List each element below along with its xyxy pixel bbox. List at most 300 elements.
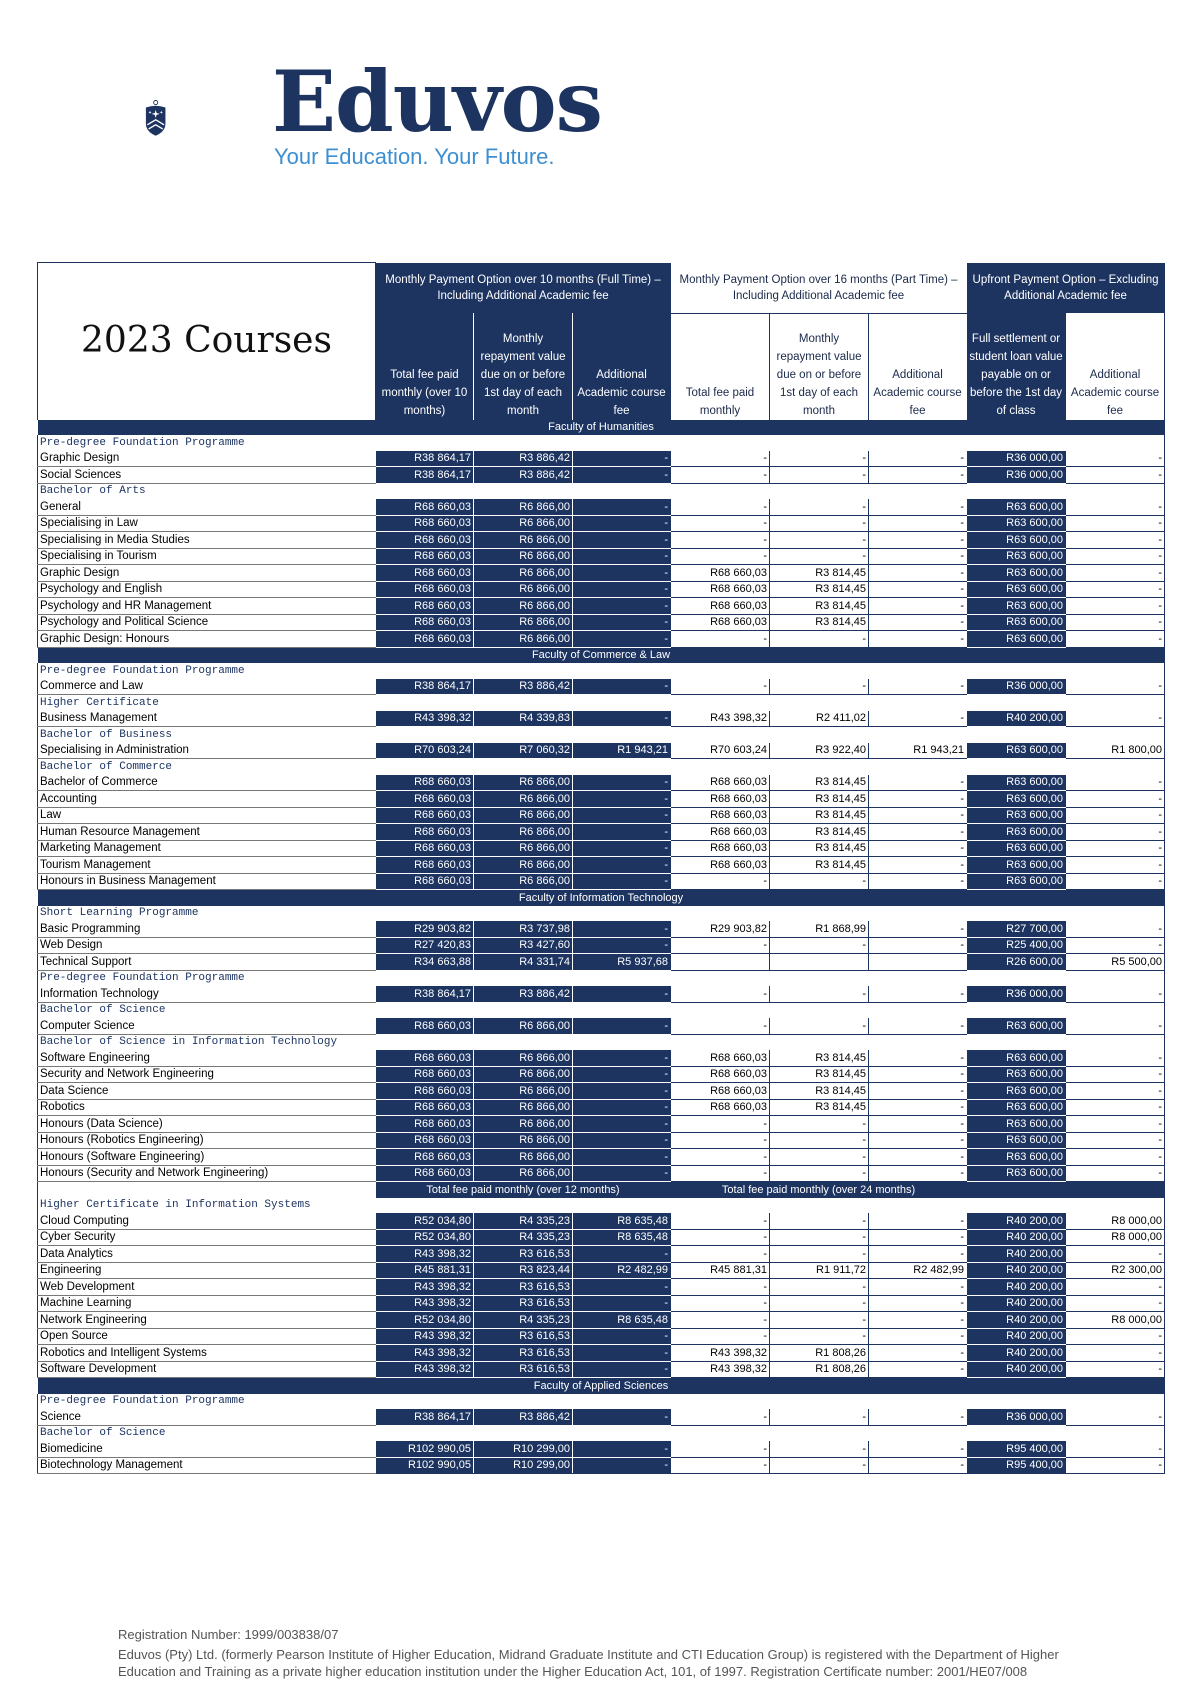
table-row — [38, 743, 1165, 759]
fee-cell: R5 937,68 — [573, 954, 671, 971]
fee-cell: - — [1066, 1246, 1165, 1263]
header-group-16-months: Monthly Payment Option over 16 months (Part Time) – Including Additional Academic fee — [671, 263, 967, 314]
fee-cell: R6 866,00 — [474, 532, 573, 549]
fee-cell: R8 635,48 — [573, 1213, 671, 1229]
fee-cell: - — [1066, 1165, 1165, 1182]
fee-cell: - — [1066, 679, 1165, 695]
fee-cell: R68 660,03 — [376, 1165, 474, 1182]
fee-cell: - — [573, 1165, 671, 1182]
fee-cell: R8 000,00 — [1066, 1213, 1165, 1229]
course-name: Data Analytics — [38, 1246, 376, 1263]
fee-cell: - — [671, 1246, 770, 1263]
fee-cell: - — [1066, 565, 1165, 582]
fee-cell: R4 331,74 — [474, 954, 573, 971]
fee-cell: R63 600,00 — [967, 1132, 1066, 1149]
fee-cell: - — [573, 840, 671, 857]
section-label: Bachelor of Science — [38, 1002, 1165, 1018]
fee-cell: - — [869, 679, 967, 695]
fee-cell: R63 600,00 — [967, 743, 1066, 759]
fee-cell: R63 600,00 — [967, 515, 1066, 532]
fee-cell: R6 866,00 — [474, 515, 573, 532]
fee-cell: - — [573, 1132, 671, 1149]
fee-cell: R43 398,32 — [376, 1279, 474, 1296]
fee-cell: R3 616,53 — [474, 1361, 573, 1378]
fee-cell: R6 866,00 — [474, 548, 573, 565]
fee-cell: - — [770, 451, 869, 467]
fee-cell: - — [770, 1213, 869, 1229]
section-label: Bachelor of Science — [38, 1425, 1165, 1441]
fee-cell: R6 866,00 — [474, 1050, 573, 1066]
fee-cell: - — [573, 824, 671, 841]
fee-rows — [38, 420, 1165, 1474]
section-header — [38, 663, 1165, 679]
fee-cell: - — [1066, 451, 1165, 467]
course-name: Open Source — [38, 1328, 376, 1345]
table-row — [38, 631, 1165, 648]
fee-cell: - — [770, 1409, 869, 1425]
fee-cell: R43 398,32 — [376, 711, 474, 727]
fee-cell: R3 814,45 — [770, 840, 869, 857]
fee-cell: R6 866,00 — [474, 873, 573, 890]
fee-cell: - — [770, 1018, 869, 1034]
fee-cell: R3 616,53 — [474, 1345, 573, 1362]
fee-cell: - — [671, 1213, 770, 1229]
fee-cell: - — [770, 1312, 869, 1329]
header-additional-upfront: Additional Academic course fee — [1066, 313, 1165, 420]
fee-cell: - — [869, 631, 967, 648]
fee-cell: R1 943,21 — [573, 743, 671, 759]
fee-cell: R45 881,31 — [671, 1262, 770, 1279]
header-monthly-10: Monthly repayment value due on or before 1st day of each month — [474, 313, 573, 420]
fee-cell: - — [573, 1328, 671, 1345]
fee-cell: - — [770, 1246, 869, 1263]
fee-cell: - — [869, 1246, 967, 1263]
course-name: Web Development — [38, 1279, 376, 1296]
fee-cell: - — [869, 1409, 967, 1425]
table-row — [38, 499, 1165, 515]
table-row — [38, 1295, 1165, 1312]
fee-cell: - — [671, 937, 770, 954]
fee-cell: - — [1066, 921, 1165, 937]
fee-cell: - — [869, 1441, 967, 1457]
fee-cell: - — [869, 565, 967, 582]
section-label: Pre-degree Foundation Programme — [38, 435, 1165, 451]
fee-cell: R6 866,00 — [474, 791, 573, 808]
fee-cell: - — [573, 1246, 671, 1263]
course-name: Data Science — [38, 1083, 376, 1100]
fee-cell: - — [1066, 1345, 1165, 1362]
fee-cell: - — [1066, 937, 1165, 954]
fee-cell: R2 300,00 — [1066, 1262, 1165, 1279]
table-row — [38, 532, 1165, 549]
fee-cell: R63 600,00 — [967, 1050, 1066, 1066]
fee-cell: R40 200,00 — [967, 1213, 1066, 1229]
faculty-header — [38, 647, 1165, 663]
fee-cell: R95 400,00 — [967, 1457, 1066, 1474]
fee-cell: - — [671, 1132, 770, 1149]
fee-cell: R4 335,23 — [474, 1312, 573, 1329]
section-header — [38, 483, 1165, 499]
fee-cell: R68 660,03 — [376, 565, 474, 582]
fee-cell: R38 864,17 — [376, 467, 474, 484]
fee-cell: R3 616,53 — [474, 1328, 573, 1345]
header-additional-16: Additional Academic course fee — [869, 313, 967, 420]
fee-cell: R6 866,00 — [474, 775, 573, 791]
fee-cell: - — [671, 1165, 770, 1182]
table-row — [38, 451, 1165, 467]
fee-cell: R4 335,23 — [474, 1213, 573, 1229]
fee-cell: - — [869, 515, 967, 532]
table-row — [38, 824, 1165, 841]
fee-cell: R68 660,03 — [376, 598, 474, 615]
fee-cell: R38 864,17 — [376, 451, 474, 467]
section-label: Pre-degree Foundation Programme — [38, 970, 1165, 986]
fee-cell: R68 660,03 — [671, 857, 770, 874]
fee-cell: R43 398,32 — [671, 1361, 770, 1378]
table-row — [38, 986, 1165, 1002]
fee-cell: - — [573, 1295, 671, 1312]
fee-cell: - — [770, 631, 869, 648]
course-name: Graphic Design — [38, 451, 376, 467]
legal-notice: Eduvos (Pty) Ltd. (formerly Pearson Institute of Higher Education, Midrand Graduate Institute and CTI Education Group) is registered with the Department of Higher Education and Training as a private higher education institution under the Higher Education Act, 101, of 1997. Registration Certificate number: 2001/HE07/008 — [118, 1647, 1059, 1679]
fee-cell: R3 814,45 — [770, 791, 869, 808]
faculty-header — [38, 1378, 1165, 1394]
period-12-months-label: Total fee paid monthly (over 12 months) — [376, 1182, 671, 1198]
fee-cell: R68 660,03 — [376, 532, 474, 549]
fee-cell: R3 886,42 — [474, 451, 573, 467]
course-name: Specialising in Tourism — [38, 548, 376, 565]
header-group-upfront: Upfront Payment Option – Excluding Additional Academic fee — [967, 263, 1165, 314]
fee-cell: - — [869, 548, 967, 565]
fee-cell: R6 866,00 — [474, 1083, 573, 1100]
fee-cell: R3 886,42 — [474, 679, 573, 695]
fee-cell: - — [770, 1279, 869, 1296]
table-row — [38, 1328, 1165, 1345]
faculty-label: Faculty of Applied Sciences — [38, 1378, 1165, 1394]
fee-cell: R6 866,00 — [474, 581, 573, 598]
course-name: Basic Programming — [38, 921, 376, 937]
fee-cell: - — [1066, 548, 1165, 565]
fee-cell: - — [671, 467, 770, 484]
fee-cell: - — [671, 679, 770, 695]
fee-cell: R63 600,00 — [967, 775, 1066, 791]
fee-cell: R63 600,00 — [967, 581, 1066, 598]
section-label: Pre-degree Foundation Programme — [38, 663, 1165, 679]
fee-cell: R68 660,03 — [671, 791, 770, 808]
fee-cell: R3 814,45 — [770, 1050, 869, 1066]
fee-cell: R68 660,03 — [376, 1083, 474, 1100]
fee-cell: R36 000,00 — [967, 467, 1066, 484]
course-name: Web Design — [38, 937, 376, 954]
fee-cell: R3 814,45 — [770, 614, 869, 631]
fee-cell: R6 866,00 — [474, 807, 573, 824]
table-row — [38, 1457, 1165, 1474]
table-row — [38, 1116, 1165, 1133]
table-row — [38, 614, 1165, 631]
fee-cell: - — [573, 986, 671, 1002]
table-row — [38, 1066, 1165, 1083]
table-row — [38, 954, 1165, 971]
fee-cell: R63 600,00 — [967, 840, 1066, 857]
fee-cell: - — [869, 1116, 967, 1133]
fee-cell: R3 886,42 — [474, 467, 573, 484]
fee-cell: R3 823,44 — [474, 1262, 573, 1279]
fee-cell: - — [671, 1018, 770, 1034]
course-name: Computer Science — [38, 1018, 376, 1034]
fee-cell: R1 808,26 — [770, 1361, 869, 1378]
section-label: Higher Certificate — [38, 695, 1165, 711]
fee-cell: R68 660,03 — [376, 840, 474, 857]
fee-cell: - — [1066, 1132, 1165, 1149]
fee-cell: R3 814,45 — [770, 598, 869, 615]
section-header — [38, 970, 1165, 986]
fee-cell: R68 660,03 — [376, 1050, 474, 1066]
fee-cell: R6 866,00 — [474, 824, 573, 841]
fee-cell: - — [869, 1361, 967, 1378]
fee-cell: R63 600,00 — [967, 631, 1066, 648]
fee-cell: R29 903,82 — [671, 921, 770, 937]
fee-cell: - — [869, 1345, 967, 1362]
fee-cell: R68 660,03 — [376, 614, 474, 631]
section-header — [38, 727, 1165, 743]
fee-cell: - — [770, 873, 869, 890]
brand-tagline: Your Education. Your Future. — [274, 144, 555, 169]
table-row — [38, 1441, 1165, 1457]
section-header — [38, 435, 1165, 451]
fee-cell: - — [1066, 1409, 1165, 1425]
fee-cell: R63 600,00 — [967, 565, 1066, 582]
section-header — [38, 695, 1165, 711]
fee-cell: R3 814,45 — [770, 581, 869, 598]
course-name: Software Engineering — [38, 1050, 376, 1066]
fee-cell: - — [1066, 581, 1165, 598]
section-label: Bachelor of Science in Information Technology — [38, 1034, 1165, 1050]
fee-cell: - — [869, 1279, 967, 1296]
fee-cell: - — [1066, 631, 1165, 648]
fee-cell: R38 864,17 — [376, 986, 474, 1002]
period-24-months-label: Total fee paid monthly (over 24 months) — [671, 1182, 967, 1198]
fee-cell: R1 800,00 — [1066, 743, 1165, 759]
fee-cell: R40 200,00 — [967, 1229, 1066, 1246]
table-row — [38, 548, 1165, 565]
fee-cell: R8 635,48 — [573, 1229, 671, 1246]
table-row — [38, 1165, 1165, 1182]
fee-cell: R68 660,03 — [376, 515, 474, 532]
fee-cell: R68 660,03 — [376, 581, 474, 598]
fee-cell: - — [671, 873, 770, 890]
course-name: Software Development — [38, 1361, 376, 1378]
fee-cell: - — [671, 1116, 770, 1133]
fee-cell: - — [573, 937, 671, 954]
fee-cell: - — [671, 1441, 770, 1457]
fee-cell: R68 660,03 — [671, 1066, 770, 1083]
course-name: Human Resource Management — [38, 824, 376, 841]
fee-cell: R6 866,00 — [474, 614, 573, 631]
fee-cell: - — [869, 614, 967, 631]
fee-cell: - — [1066, 598, 1165, 615]
fee-cell: - — [770, 1149, 869, 1166]
fee-cell: - — [1066, 840, 1165, 857]
faculty-label: Faculty of Commerce & Law — [38, 647, 1165, 663]
course-name: Specialising in Law — [38, 515, 376, 532]
course-name: Psychology and English — [38, 581, 376, 598]
fee-cell — [770, 954, 869, 971]
fee-cell: R63 600,00 — [967, 499, 1066, 515]
fee-cell: R68 660,03 — [671, 581, 770, 598]
fee-cell: R38 864,17 — [376, 679, 474, 695]
fee-cell: R6 866,00 — [474, 1165, 573, 1182]
fee-cell: - — [671, 1409, 770, 1425]
section-header — [38, 906, 1165, 922]
section-header — [38, 1002, 1165, 1018]
course-name: Honours (Software Engineering) — [38, 1149, 376, 1166]
fee-cell: - — [869, 598, 967, 615]
fee-cell: - — [1066, 1018, 1165, 1034]
fees-table — [37, 262, 1165, 1474]
fee-cell: R63 600,00 — [967, 1066, 1066, 1083]
fee-cell: - — [671, 1279, 770, 1296]
fee-cell: - — [573, 1441, 671, 1457]
fee-cell: - — [770, 1457, 869, 1474]
course-name: Specialising in Administration — [38, 743, 376, 759]
fee-cell: R3 886,42 — [474, 1409, 573, 1425]
fee-cell: R43 398,32 — [671, 711, 770, 727]
table-row — [38, 1229, 1165, 1246]
fee-cell: - — [770, 499, 869, 515]
fee-cell: R3 886,42 — [474, 986, 573, 1002]
fee-cell: R68 660,03 — [671, 775, 770, 791]
table-row — [38, 598, 1165, 615]
fee-cell: - — [770, 1165, 869, 1182]
fee-cell: R4 335,23 — [474, 1229, 573, 1246]
fee-cell: - — [770, 937, 869, 954]
fee-cell: R6 866,00 — [474, 1066, 573, 1083]
fee-cell: - — [1066, 711, 1165, 727]
fee-cell: R68 660,03 — [671, 840, 770, 857]
fee-cell: R63 600,00 — [967, 598, 1066, 615]
fee-cell: - — [1066, 532, 1165, 549]
fee-cell: R36 000,00 — [967, 451, 1066, 467]
fee-cell: R68 660,03 — [671, 1099, 770, 1116]
fee-cell: - — [770, 1116, 869, 1133]
course-name: Cyber Security — [38, 1229, 376, 1246]
fee-cell: R1 943,21 — [869, 743, 967, 759]
fee-cell: - — [1066, 1116, 1165, 1133]
course-name: Accounting — [38, 791, 376, 808]
fee-cell: R3 814,45 — [770, 1083, 869, 1100]
fee-cell: - — [573, 1457, 671, 1474]
fee-cell: - — [671, 548, 770, 565]
fee-cell: R40 200,00 — [967, 1328, 1066, 1345]
fee-cell: - — [770, 986, 869, 1002]
fee-cell: R63 600,00 — [967, 1116, 1066, 1133]
course-name: Tourism Management — [38, 857, 376, 874]
faculty-header — [38, 420, 1165, 436]
fee-cell: - — [573, 467, 671, 484]
fee-cell: - — [573, 548, 671, 565]
fee-cell: R52 034,80 — [376, 1213, 474, 1229]
fee-cell: R6 866,00 — [474, 1099, 573, 1116]
table-row — [38, 1246, 1165, 1263]
table-row — [38, 791, 1165, 808]
fee-cell: - — [671, 1149, 770, 1166]
table-row — [38, 679, 1165, 695]
fee-cell: R40 200,00 — [967, 1295, 1066, 1312]
fee-cell: - — [1066, 775, 1165, 791]
fee-cell: R36 000,00 — [967, 679, 1066, 695]
fee-cell: R52 034,80 — [376, 1312, 474, 1329]
fee-cell: R36 000,00 — [967, 986, 1066, 1002]
fee-cell: - — [671, 986, 770, 1002]
fee-cell: - — [869, 451, 967, 467]
fee-cell: - — [869, 986, 967, 1002]
fee-cell: - — [869, 532, 967, 549]
header-full-settlement: Full settlement or student loan value payable on or before the 1st day of class — [967, 313, 1066, 420]
course-name: Honours (Robotics Engineering) — [38, 1132, 376, 1149]
fee-cell: R43 398,32 — [376, 1345, 474, 1362]
fee-cell: R34 663,88 — [376, 954, 474, 971]
fee-cell: R63 600,00 — [967, 1149, 1066, 1166]
fee-cell: - — [1066, 1279, 1165, 1296]
fee-cell: R3 616,53 — [474, 1279, 573, 1296]
fee-cell: R3 814,45 — [770, 1066, 869, 1083]
course-name: Biotechnology Management — [38, 1457, 376, 1474]
fee-cell: R43 398,32 — [376, 1328, 474, 1345]
fee-cell: R1 808,26 — [770, 1345, 869, 1362]
fee-cell: - — [573, 873, 671, 890]
fee-cell — [869, 954, 967, 971]
section-label: Short Learning Programme — [38, 906, 1165, 922]
fee-cell: R3 427,60 — [474, 937, 573, 954]
fee-cell: R6 866,00 — [474, 1132, 573, 1149]
fee-cell: - — [573, 921, 671, 937]
fee-cell: - — [869, 1099, 967, 1116]
fee-cell: R3 814,45 — [770, 857, 869, 874]
course-name: Psychology and Political Science — [38, 614, 376, 631]
fee-cell: R6 866,00 — [474, 565, 573, 582]
course-name: Law — [38, 807, 376, 824]
table-row — [38, 1312, 1165, 1329]
header-additional-10: Additional Academic course fee — [573, 313, 671, 420]
course-name: Business Management — [38, 711, 376, 727]
table-row — [38, 1149, 1165, 1166]
section-header — [38, 1425, 1165, 1441]
fee-cell: R68 660,03 — [671, 824, 770, 841]
fee-cell: - — [671, 1295, 770, 1312]
fee-cell: - — [770, 679, 869, 695]
course-name: Graphic Design — [38, 565, 376, 582]
fee-cell: - — [1066, 1066, 1165, 1083]
page-title: 2023 Courses — [38, 263, 376, 420]
fee-cell: R95 400,00 — [967, 1441, 1066, 1457]
fee-cell: R63 600,00 — [967, 1099, 1066, 1116]
fee-cell: R6 866,00 — [474, 1018, 573, 1034]
fee-cell: - — [671, 532, 770, 549]
fee-cell: - — [573, 711, 671, 727]
table-row — [38, 581, 1165, 598]
fee-cell: R63 600,00 — [967, 873, 1066, 890]
fee-cell: - — [869, 1229, 967, 1246]
fee-cell: R2 482,99 — [573, 1262, 671, 1279]
fee-cell: R52 034,80 — [376, 1229, 474, 1246]
fee-cell: R68 660,03 — [376, 499, 474, 515]
header-total-10: Total fee paid monthly (over 10 months) — [376, 313, 474, 420]
fee-cell: - — [573, 775, 671, 791]
fee-cell: - — [573, 532, 671, 549]
section-header — [38, 1198, 1165, 1214]
course-name: Psychology and HR Management — [38, 598, 376, 615]
fee-cell: - — [573, 1279, 671, 1296]
